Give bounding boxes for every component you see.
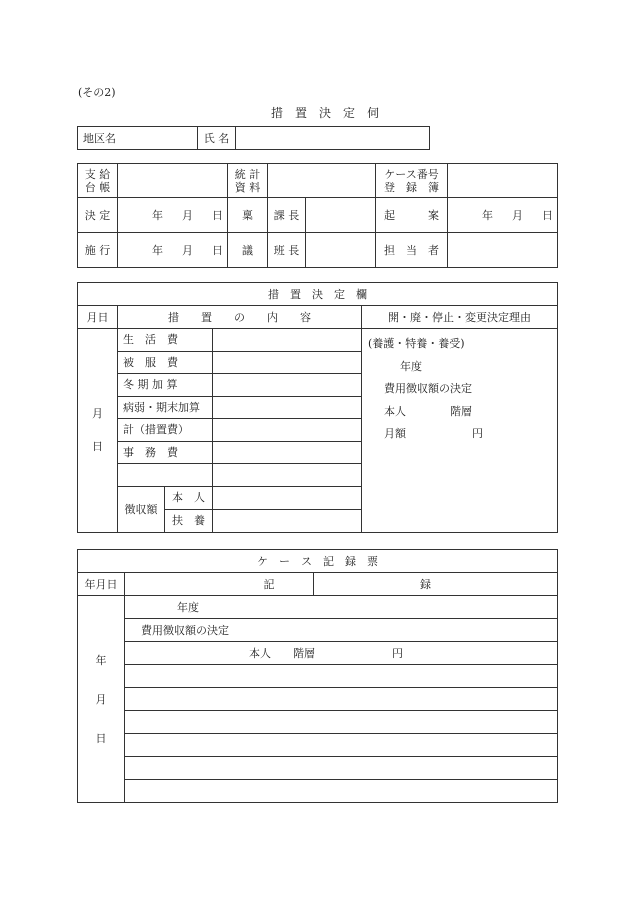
district-name-table xyxy=(77,126,430,150)
reason-line: (養護・特養・養受) xyxy=(368,337,465,350)
item-blank xyxy=(118,464,213,487)
case-col-record-2: 録 xyxy=(314,573,558,596)
decision-table xyxy=(77,282,558,533)
kettei-label: 決 定 xyxy=(78,198,118,233)
decision-reason-cell[interactable] xyxy=(362,329,558,533)
admin-table xyxy=(77,163,558,268)
hancho-label: 班 長 xyxy=(268,233,306,268)
decision-title: 措 置 決 定 欄 xyxy=(78,283,558,306)
reason-line: 年度 xyxy=(400,359,422,373)
collection-label: 徴収額 xyxy=(118,486,165,532)
decision-col-date: 月日 xyxy=(78,306,118,329)
item-toki-kasan: 冬 期 加 算 xyxy=(118,374,213,397)
case-record-title: ケ ー ス 記 録 票 xyxy=(78,550,558,573)
toukei-shiryo-field[interactable] xyxy=(268,164,376,198)
shiko-label: 施 行 xyxy=(78,233,118,268)
decision-col-content: 措 置 の 内 容 xyxy=(118,306,362,329)
reason-line: 費用徴収額の決定 xyxy=(384,382,472,395)
rin-label: 稟 xyxy=(228,198,268,233)
collection-self-label: 本 人 xyxy=(165,486,213,509)
page-title: 措 置 決 定 伺 xyxy=(270,106,379,120)
item-sochihi-total: 計（措置費） xyxy=(118,419,213,442)
record-line[interactable] xyxy=(125,688,558,711)
collection-self-value[interactable] xyxy=(213,486,362,509)
record-line[interactable]: 年度 xyxy=(125,596,558,619)
record-line[interactable]: 費用徴収額の決定 xyxy=(125,619,558,642)
item-byojaku-kimatsu-value[interactable] xyxy=(213,396,362,419)
decision-col-reason: 開・廃・停止・変更決定理由 xyxy=(362,306,558,329)
item-jimuhi-value[interactable] xyxy=(213,441,362,464)
item-byojaku-kimatsu: 病弱・期末加算 xyxy=(118,396,213,419)
case-date-cell[interactable]: 年 月 日 xyxy=(78,596,125,803)
item-seikatsuhi-value[interactable] xyxy=(213,329,362,352)
kacho-label: 課 長 xyxy=(268,198,306,233)
kian-date[interactable]: 年 月 日 xyxy=(448,198,558,233)
reason-line: 月額 円 xyxy=(384,427,483,440)
toukei-shiryo-label: 統 計 資 料 xyxy=(228,164,268,198)
item-hifukuhi-value[interactable] xyxy=(213,351,362,374)
page-label: (その2) xyxy=(78,86,116,99)
item-toki-kasan-value[interactable] xyxy=(213,374,362,397)
collection-support-value[interactable] xyxy=(213,509,362,532)
collection-support-label: 扶 養 xyxy=(165,509,213,532)
record-line[interactable] xyxy=(125,757,558,780)
item-blank-value[interactable] xyxy=(213,464,362,487)
item-jimuhi: 事 務 費 xyxy=(118,441,213,464)
case-record-table xyxy=(77,549,558,803)
shikyu-daicho-field[interactable] xyxy=(118,164,228,198)
record-line[interactable] xyxy=(125,780,558,803)
kacho-field[interactable] xyxy=(306,198,376,233)
name-field[interactable] xyxy=(236,127,430,150)
tanto-field[interactable] xyxy=(448,233,558,268)
item-seikatsuhi: 生 活 費 xyxy=(118,329,213,352)
gi-label: 議 xyxy=(228,233,268,268)
case-bango-label: ケース番号 登 録 簿 xyxy=(376,164,448,198)
case-col-record-1: 記 xyxy=(125,573,314,596)
hancho-field[interactable] xyxy=(306,233,376,268)
case-col-date: 年月日 xyxy=(78,573,125,596)
record-line[interactable] xyxy=(125,665,558,688)
record-line[interactable] xyxy=(125,734,558,757)
district-label: 地区名 xyxy=(78,127,198,150)
item-hifukuhi: 被 服 費 xyxy=(118,351,213,374)
tanto-label: 担 当 者 xyxy=(376,233,448,268)
kettei-date[interactable]: 年 月 日 xyxy=(118,198,228,233)
kian-label: 起 案 xyxy=(376,198,448,233)
record-line[interactable]: 本人 階層 円 xyxy=(125,642,558,665)
case-bango-field[interactable] xyxy=(448,164,558,198)
decision-date-cell[interactable]: 月 日 xyxy=(78,329,118,533)
record-line[interactable] xyxy=(125,711,558,734)
shiko-date[interactable]: 年 月 日 xyxy=(118,233,228,268)
name-label: 氏 名 xyxy=(198,127,236,150)
item-sochihi-total-value[interactable] xyxy=(213,419,362,442)
shikyu-daicho-label: 支 給 台 帳 xyxy=(78,164,118,198)
reason-line: 本人 階層 xyxy=(384,404,472,418)
